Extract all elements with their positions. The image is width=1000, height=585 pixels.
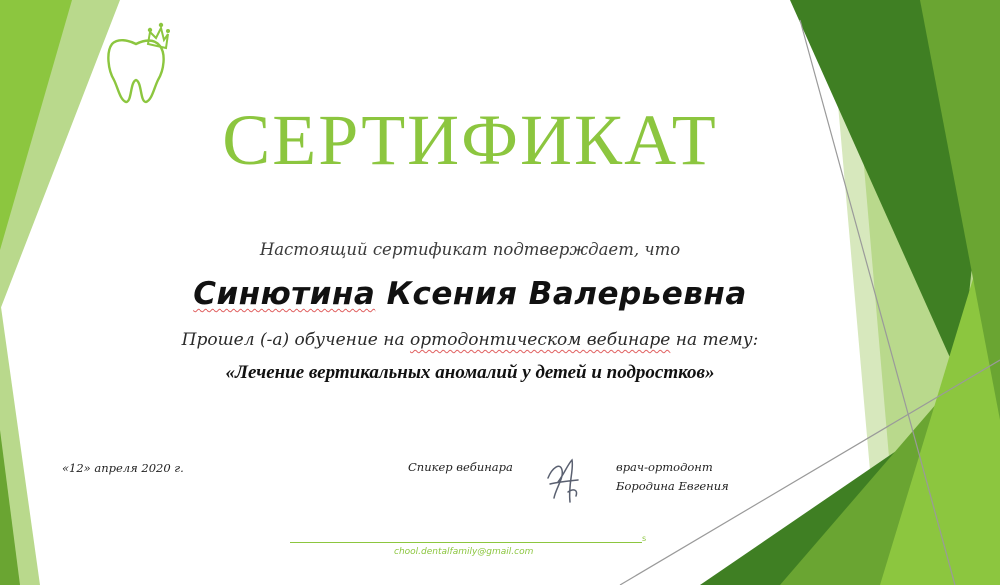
- intro-text: Настоящий сертификат подтверждает, что: [259, 240, 681, 259]
- webinar-topic: «Лечение вертикальных аномалий у детей и подростков»: [225, 362, 715, 383]
- handwritten-signature: [538, 448, 588, 506]
- tooth-crown-icon: [104, 22, 170, 104]
- recipient-given-names: Ксения Валерьевна: [386, 276, 747, 312]
- completion-statement: [140, 330, 800, 350]
- recipient-surname: Синютина: [193, 276, 376, 312]
- issue-date: «12» апреля 2020 г.: [62, 461, 184, 475]
- certificate-title: СЕРТИФИКАТ: [222, 100, 718, 180]
- speaker-name: Бородина Евгения: [616, 479, 729, 493]
- completion-before: Прошел (-а) обучение на: [181, 330, 410, 350]
- speaker-info: [616, 458, 729, 496]
- recipient-name: [160, 276, 780, 312]
- completion-highlight: ортодонтическом вебинаре: [409, 330, 671, 350]
- speaker-role: врач-ортодонт: [616, 460, 713, 474]
- speaker-label: Спикер вебинара: [408, 460, 513, 474]
- contact-email: chool.dentalfamily@gmail.com: [394, 547, 534, 557]
- footer-rule: [290, 542, 642, 543]
- completion-after: на тему:: [670, 330, 759, 350]
- footer-rule-mark: s: [642, 534, 647, 543]
